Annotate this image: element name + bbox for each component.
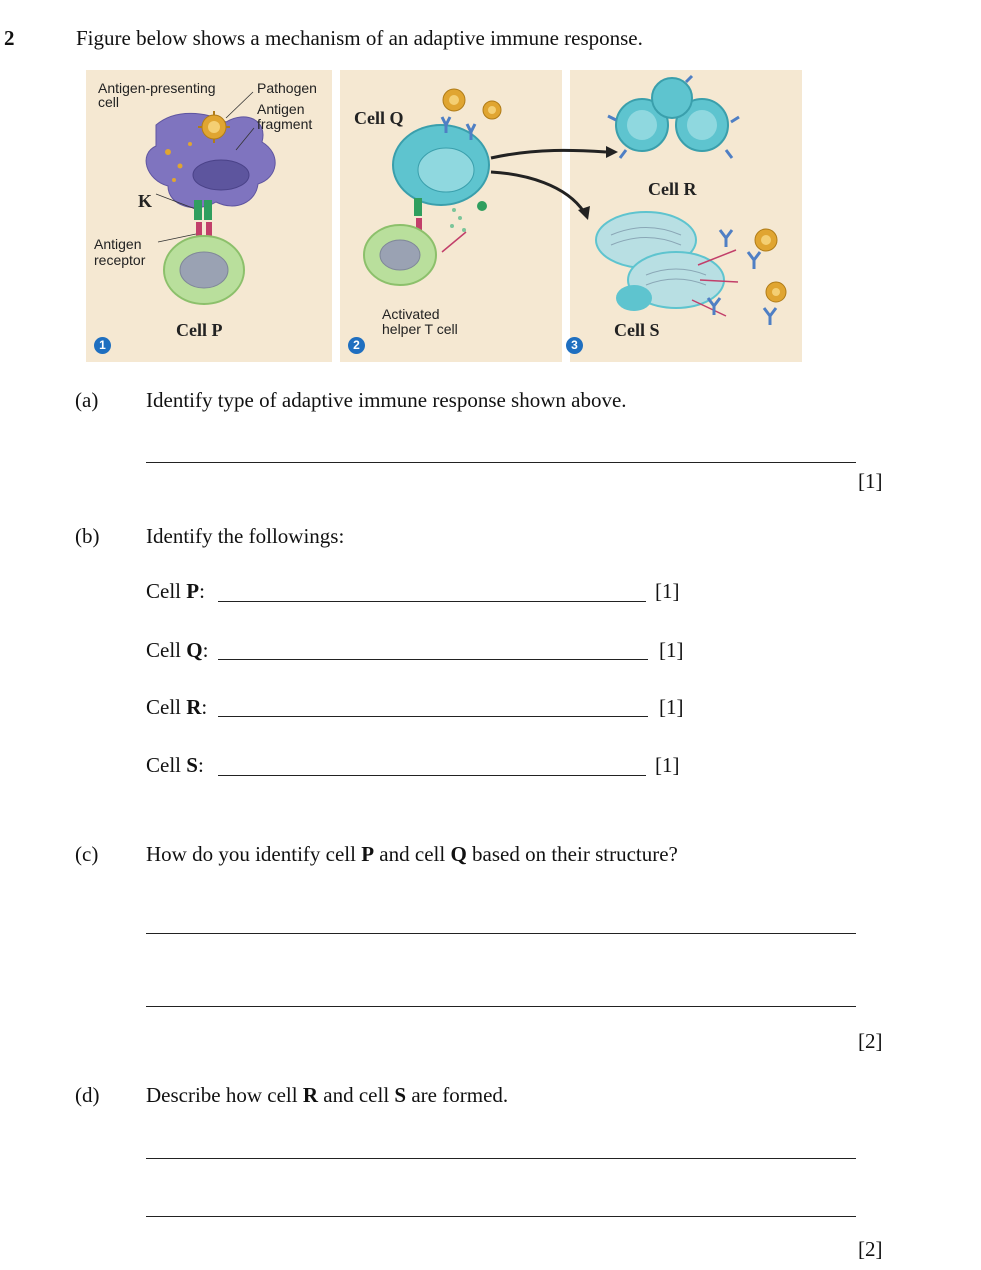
label-helper-t-cell: helper T cell	[382, 321, 458, 337]
cell-s-mark: [1]	[655, 753, 680, 777]
step-1-badge: 1	[94, 337, 111, 354]
part-c-label: (c)	[75, 842, 99, 866]
step-3-badge: 3	[566, 337, 583, 354]
cell-r-prompt: Cell R:	[146, 695, 208, 719]
immune-response-figure	[86, 70, 802, 362]
part-c-answer-line-2[interactable]	[146, 1006, 856, 1007]
part-a-question: Identify type of adaptive immune response shown above.	[146, 388, 627, 412]
label-cell: cell	[98, 94, 120, 110]
step-2-badge: 2	[348, 337, 365, 354]
cell-r-3	[652, 78, 692, 118]
label-antigen-presenting: Antigen-presenting	[98, 80, 216, 96]
part-d-answer-line-2[interactable]	[146, 1216, 856, 1217]
label-antigen-receptor-2: receptor	[94, 252, 146, 268]
part-a-label: (a)	[75, 388, 99, 412]
label-cell-r: Cell R	[648, 179, 697, 199]
part-c-question: How do you identify cell P and cell Q based on their structure?	[146, 842, 678, 866]
question-intro: Figure below shows a mechanism of an adaptive immune response.	[76, 26, 643, 50]
part-a-answer-line[interactable]	[146, 462, 856, 463]
apc-nucleus	[193, 160, 249, 190]
cell-p-prompt: Cell P:	[146, 579, 205, 603]
cell-s-prompt: Cell S:	[146, 753, 204, 777]
part-d-answer-line-1[interactable]	[146, 1158, 856, 1159]
label-cell-p: Cell P	[176, 320, 223, 340]
cell-r-answer-line[interactable]	[218, 716, 648, 717]
cell-q-answer-line[interactable]	[218, 659, 648, 660]
part-b-question: Identify the followings:	[146, 524, 345, 548]
label-antigen-receptor-1: Antigen	[94, 236, 142, 252]
cell-r-mark: [1]	[659, 695, 684, 719]
cell-q-prompt: Cell Q:	[146, 638, 209, 662]
part-d-mark: [2]	[858, 1237, 883, 1261]
label-antigen: Antigen	[257, 101, 305, 117]
pathogen-icon	[766, 282, 786, 302]
label-cell-s: Cell S	[614, 320, 660, 340]
label-pathogen: Pathogen	[257, 80, 317, 96]
part-a-mark: [1]	[858, 469, 883, 493]
label-k: K	[138, 191, 153, 211]
part-b-label: (b)	[75, 524, 100, 548]
pathogen-icon	[443, 89, 465, 111]
part-c-answer-line-1[interactable]	[146, 933, 856, 934]
cell-s-answer-line[interactable]	[218, 775, 646, 776]
label-fragment: fragment	[257, 116, 313, 132]
pathogen-icon	[483, 101, 501, 119]
cell-q-mark: [1]	[659, 638, 684, 662]
part-d-question: Describe how cell R and cell S are formed.	[146, 1083, 509, 1107]
arrow-to-cell-s	[491, 172, 584, 212]
part-d-label: (d)	[75, 1083, 100, 1107]
figure-drawing	[86, 70, 802, 362]
cell-p-mark: [1]	[655, 579, 680, 603]
part-c-mark: [2]	[858, 1029, 883, 1053]
arrow-to-cell-r	[491, 150, 606, 158]
cell-p-answer-line[interactable]	[218, 601, 646, 602]
label-cell-q: Cell Q	[354, 108, 404, 128]
mhc-molecule	[194, 200, 202, 220]
pathogen-icon	[755, 229, 777, 251]
question-number: 2	[4, 26, 15, 50]
label-activated: Activated	[382, 306, 440, 322]
